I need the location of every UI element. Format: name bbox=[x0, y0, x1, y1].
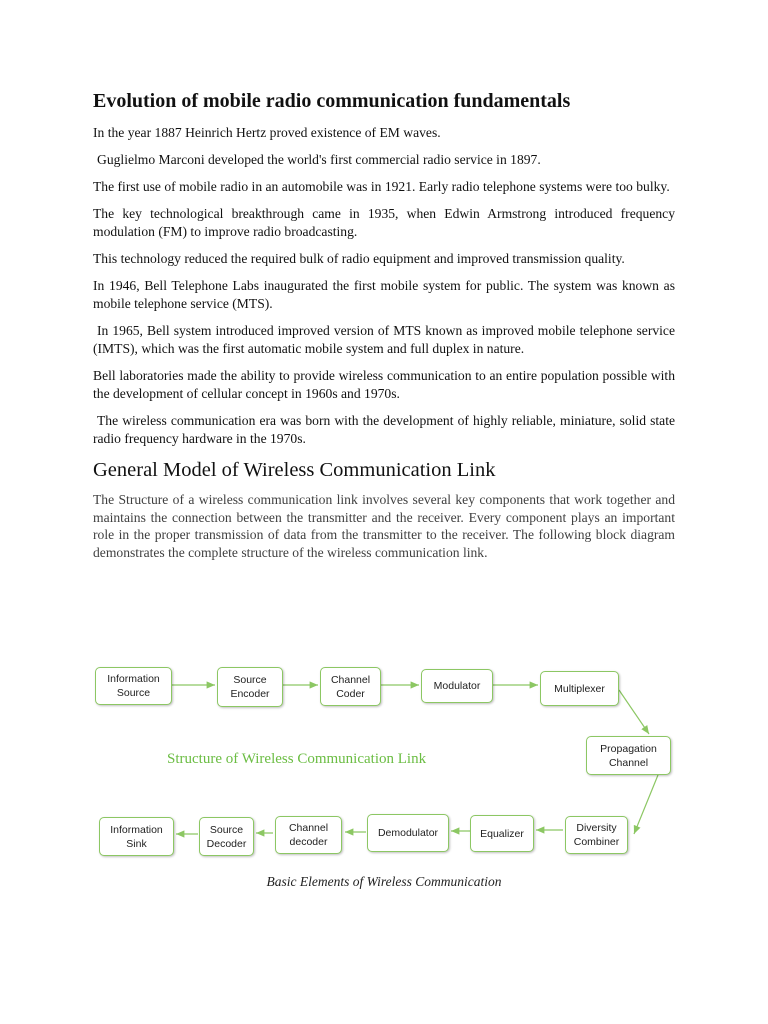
section-heading: General Model of Wireless Communication Link bbox=[93, 459, 496, 481]
block-source-encoder: Source Encoder bbox=[217, 667, 283, 707]
diagram-title: Structure of Wireless Communication Link bbox=[167, 751, 427, 767]
paragraph-cellular: Bell laboratories made the ability to provide wireless communication to an entire population possible with the development of cellular concept in 1960s and 1970s. bbox=[93, 368, 675, 401]
block-channel-decoder: Channel decoder bbox=[275, 816, 342, 854]
paragraph-hertz: In the year 1887 Heinrich Hertz proved existence of EM waves. bbox=[93, 125, 441, 140]
paragraph-bulk: This technology reduced the required bulk of radio equipment and improved transmission quality. bbox=[93, 251, 625, 266]
block-information-sink: Information Sink bbox=[99, 817, 174, 856]
block-diversity-combiner: Diversity Combiner bbox=[565, 816, 628, 854]
arrow-multiplexer-to-propagation bbox=[619, 690, 649, 734]
document-body bbox=[93, 88, 675, 561]
figure-caption: Basic Elements of Wireless Communication bbox=[266, 874, 502, 889]
arrow-propagation-to-diversity bbox=[634, 775, 658, 834]
paragraph-era: The wireless communication era was born with the development of highly reliable, miniature, solid state radio frequency hardware in the 1970s. bbox=[93, 413, 675, 446]
paragraph-mts: In 1946, Bell Telephone Labs inaugurated the first mobile system for public. The system was known as mobile telephone service (MTS). bbox=[93, 278, 675, 311]
block-information-source: Information Source bbox=[95, 667, 172, 705]
page-title: Evolution of mobile radio communication fundamentals bbox=[93, 90, 571, 112]
block-modulator: Modulator bbox=[421, 669, 493, 703]
block-demodulator: Demodulator bbox=[367, 814, 449, 852]
paragraph-fm: The key technological breakthrough came in 1935, when Edwin Armstrong introduced frequency modulation (FM) to improve radio broadcasting. bbox=[93, 206, 675, 239]
block-equalizer: Equalizer bbox=[470, 815, 534, 852]
block-channel-coder: Channel Coder bbox=[320, 667, 381, 706]
intro-paragraph: The Structure of a wireless communication link involves several key components that work together and maintains the connection between the transmitter and the receiver. Every component plays an important role in the proper transmission of data from the transmitter to the receiver. The following block diagram demonstrates the complete structure of the wireless communication link. bbox=[93, 492, 675, 560]
paragraph-marconi: Guglielmo Marconi developed the world's first commercial radio service in 1897. bbox=[97, 152, 541, 167]
block-multiplexer: Multiplexer bbox=[540, 671, 619, 706]
paragraph-imts: In 1965, Bell system introduced improved version of MTS known as improved mobile telephone service (IMTS), which was the first automatic mobile system and full duplex in nature. bbox=[93, 323, 675, 356]
block-diagram bbox=[0, 655, 768, 865]
paragraph-automobile: The first use of mobile radio in an automobile was in 1921. Early radio telephone systems were too bulky. bbox=[93, 179, 670, 194]
block-source-decoder: Source Decoder bbox=[199, 817, 254, 856]
block-propagation-channel: Propagation Channel bbox=[586, 736, 671, 775]
